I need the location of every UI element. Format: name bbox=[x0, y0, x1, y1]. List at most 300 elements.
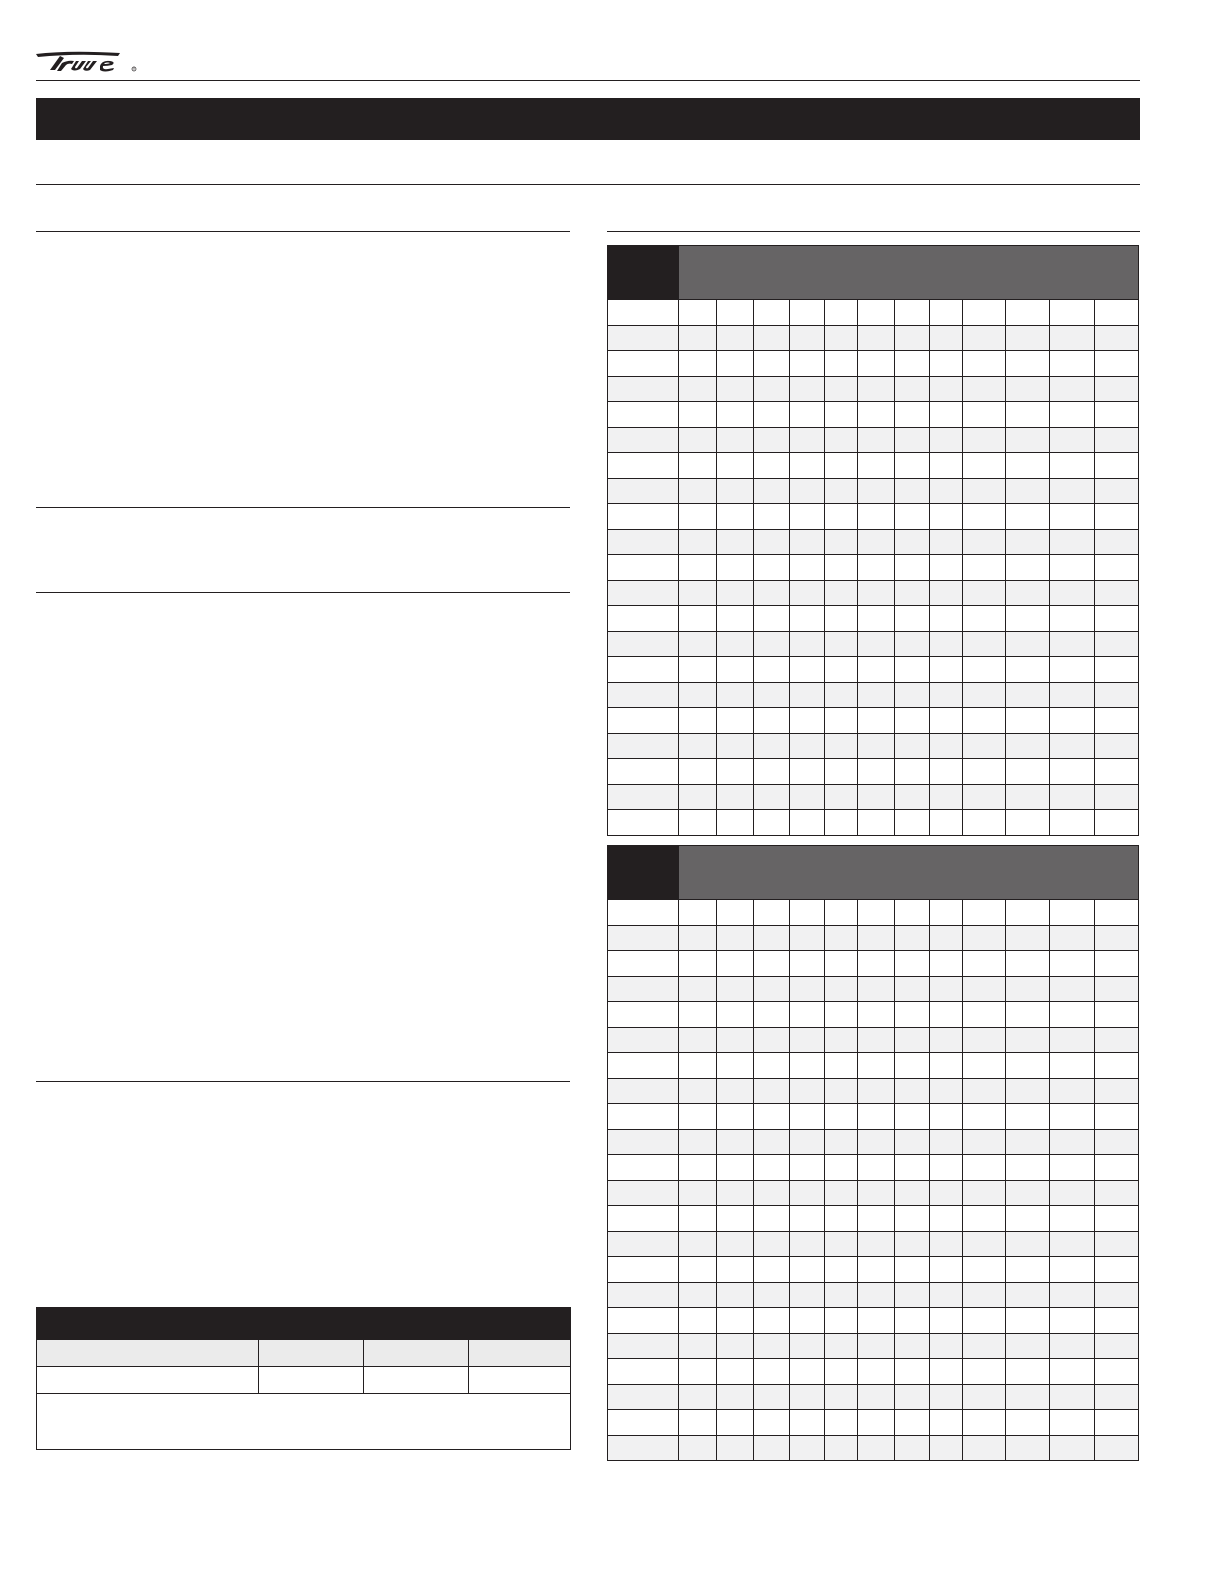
table-row bbox=[608, 657, 1139, 683]
table-cell bbox=[930, 580, 963, 606]
table-cell bbox=[825, 1257, 858, 1283]
table-cell bbox=[754, 708, 790, 734]
table-cell bbox=[930, 1231, 963, 1257]
table-cell bbox=[790, 784, 825, 810]
table-cell bbox=[790, 759, 825, 785]
table-cell bbox=[858, 682, 895, 708]
table-cell bbox=[790, 1282, 825, 1308]
table-cell bbox=[1095, 555, 1139, 581]
table-cell bbox=[858, 1308, 895, 1334]
table-cell bbox=[930, 376, 963, 402]
table-cell bbox=[717, 1027, 754, 1053]
table-cell bbox=[717, 784, 754, 810]
table-cell bbox=[1050, 976, 1095, 1002]
table-cell bbox=[717, 900, 754, 926]
table-cell bbox=[717, 976, 754, 1002]
table-cell bbox=[1006, 733, 1050, 759]
table-cell bbox=[679, 402, 717, 428]
table-cell bbox=[895, 951, 930, 977]
table-cell bbox=[963, 555, 1006, 581]
table-cell bbox=[679, 759, 717, 785]
row-label-cell bbox=[608, 925, 679, 951]
table-row bbox=[608, 529, 1139, 555]
table-cell bbox=[858, 631, 895, 657]
table-cell bbox=[825, 580, 858, 606]
table-cell bbox=[717, 1002, 754, 1028]
table-cell bbox=[679, 1053, 717, 1079]
table-cell bbox=[1050, 504, 1095, 530]
dimensions-table-header bbox=[37, 1340, 571, 1367]
table-cell bbox=[259, 1340, 364, 1367]
table-cell bbox=[790, 657, 825, 683]
table-cell bbox=[679, 1257, 717, 1283]
table-cell bbox=[963, 529, 1006, 555]
table-cell bbox=[717, 606, 754, 632]
table-cell bbox=[825, 427, 858, 453]
table-cell bbox=[825, 810, 858, 836]
row-label-cell bbox=[608, 1308, 679, 1334]
dimensions-table-note bbox=[37, 1394, 571, 1450]
table-cell bbox=[1050, 1104, 1095, 1130]
table-cell bbox=[825, 1435, 858, 1461]
table-cell bbox=[930, 1104, 963, 1130]
table-cell bbox=[1095, 529, 1139, 555]
table-cell bbox=[858, 351, 895, 377]
table-cell bbox=[754, 1359, 790, 1385]
table-cell bbox=[825, 1333, 858, 1359]
table-cell bbox=[1050, 1027, 1095, 1053]
table-cell bbox=[679, 708, 717, 734]
table-cell bbox=[1050, 810, 1095, 836]
table-cell bbox=[1095, 402, 1139, 428]
table-cell bbox=[679, 1078, 717, 1104]
table-cell bbox=[754, 1155, 790, 1181]
table-cell bbox=[1050, 682, 1095, 708]
table-cell bbox=[717, 810, 754, 836]
table-cell bbox=[1006, 1155, 1050, 1181]
table-cell bbox=[1006, 325, 1050, 351]
table-cell bbox=[963, 1257, 1006, 1283]
table-cell bbox=[895, 784, 930, 810]
table-cell bbox=[825, 1231, 858, 1257]
table-row bbox=[608, 708, 1139, 734]
table-cell bbox=[754, 300, 790, 326]
table-row bbox=[608, 1002, 1139, 1028]
table-cell bbox=[754, 351, 790, 377]
row-label-cell bbox=[608, 1384, 679, 1410]
table-cell bbox=[895, 427, 930, 453]
table-cell bbox=[963, 1129, 1006, 1155]
table-cell bbox=[858, 1104, 895, 1130]
table-cell bbox=[790, 504, 825, 530]
table-cell bbox=[895, 529, 930, 555]
row-label-cell bbox=[608, 976, 679, 1002]
table-row bbox=[608, 1104, 1139, 1130]
table-row bbox=[608, 325, 1139, 351]
table-cell bbox=[679, 976, 717, 1002]
table-cell bbox=[963, 631, 1006, 657]
table-cell bbox=[754, 1078, 790, 1104]
table-cell bbox=[930, 925, 963, 951]
table-cell bbox=[930, 1282, 963, 1308]
table-cell bbox=[895, 1257, 930, 1283]
spec-table-title-bar bbox=[679, 246, 1139, 300]
table-cell bbox=[930, 504, 963, 530]
row-label-cell bbox=[608, 1180, 679, 1206]
table-cell bbox=[1006, 1180, 1050, 1206]
table-cell bbox=[895, 1231, 930, 1257]
table-cell bbox=[895, 300, 930, 326]
table-cell bbox=[717, 351, 754, 377]
row-label-cell bbox=[608, 300, 679, 326]
table-cell bbox=[825, 300, 858, 326]
spec-table-1 bbox=[607, 245, 1139, 836]
table-cell bbox=[895, 1155, 930, 1181]
table-cell bbox=[858, 733, 895, 759]
table-cell bbox=[895, 1333, 930, 1359]
table-cell bbox=[754, 810, 790, 836]
table-cell bbox=[1050, 1053, 1095, 1079]
row-label-cell bbox=[608, 708, 679, 734]
table-cell bbox=[825, 1282, 858, 1308]
table-cell bbox=[825, 1053, 858, 1079]
table-cell bbox=[717, 1257, 754, 1283]
table-cell bbox=[930, 1359, 963, 1385]
table-cell bbox=[825, 606, 858, 632]
table-cell bbox=[895, 1078, 930, 1104]
table-cell bbox=[469, 1340, 571, 1367]
table-cell bbox=[895, 580, 930, 606]
table-row bbox=[608, 606, 1139, 632]
table-cell bbox=[717, 1129, 754, 1155]
table-cell bbox=[963, 1053, 1006, 1079]
table-cell bbox=[858, 810, 895, 836]
table-cell bbox=[825, 1359, 858, 1385]
table-cell bbox=[754, 976, 790, 1002]
table-cell bbox=[963, 300, 1006, 326]
table-cell bbox=[679, 1180, 717, 1206]
table-cell bbox=[1006, 376, 1050, 402]
table-cell bbox=[717, 925, 754, 951]
table-cell bbox=[963, 759, 1006, 785]
table-cell bbox=[1050, 1078, 1095, 1104]
table-cell bbox=[895, 402, 930, 428]
table-cell bbox=[790, 1027, 825, 1053]
row-label-cell bbox=[608, 1359, 679, 1385]
table-cell bbox=[679, 1384, 717, 1410]
table-cell bbox=[1050, 1155, 1095, 1181]
row-label-cell bbox=[608, 1435, 679, 1461]
table-cell bbox=[717, 708, 754, 734]
table-cell bbox=[1050, 631, 1095, 657]
table-cell bbox=[825, 1078, 858, 1104]
table-cell bbox=[717, 1410, 754, 1436]
table-cell bbox=[858, 925, 895, 951]
table-cell bbox=[679, 1104, 717, 1130]
table-cell bbox=[679, 1435, 717, 1461]
table-cell bbox=[1050, 759, 1095, 785]
table-cell bbox=[825, 453, 858, 479]
table-cell bbox=[895, 606, 930, 632]
table-cell bbox=[790, 1002, 825, 1028]
row-label-cell bbox=[608, 733, 679, 759]
table-cell bbox=[930, 1078, 963, 1104]
table-cell bbox=[717, 951, 754, 977]
table-cell bbox=[717, 1333, 754, 1359]
table-cell bbox=[825, 631, 858, 657]
table-cell bbox=[754, 1206, 790, 1232]
table-cell bbox=[825, 1002, 858, 1028]
table-cell bbox=[930, 1206, 963, 1232]
table-cell bbox=[895, 1053, 930, 1079]
table-row bbox=[608, 1206, 1139, 1232]
table-cell bbox=[790, 1231, 825, 1257]
left-section-rule-3 bbox=[36, 592, 570, 593]
table-cell bbox=[1050, 1384, 1095, 1410]
table-cell bbox=[754, 733, 790, 759]
row-label-cell bbox=[608, 784, 679, 810]
table-cell bbox=[858, 1435, 895, 1461]
table-cell bbox=[895, 453, 930, 479]
table-cell bbox=[825, 951, 858, 977]
table-cell bbox=[895, 708, 930, 734]
table-row bbox=[608, 1257, 1139, 1283]
table-cell bbox=[1095, 1078, 1139, 1104]
table-cell bbox=[1050, 555, 1095, 581]
row-label-cell bbox=[608, 1104, 679, 1130]
table-cell bbox=[963, 682, 1006, 708]
table-cell bbox=[963, 810, 1006, 836]
table-cell bbox=[825, 325, 858, 351]
table-cell bbox=[1006, 1078, 1050, 1104]
table-cell bbox=[1095, 657, 1139, 683]
spec-table-title-bar bbox=[679, 846, 1139, 900]
table-cell bbox=[790, 427, 825, 453]
table-cell bbox=[963, 351, 1006, 377]
table-cell bbox=[930, 1435, 963, 1461]
table-row bbox=[608, 504, 1139, 530]
table-cell bbox=[930, 708, 963, 734]
registered-mark: ® bbox=[132, 67, 136, 71]
row-label-cell bbox=[608, 951, 679, 977]
row-label-cell bbox=[608, 1027, 679, 1053]
table-cell bbox=[754, 951, 790, 977]
table-cell bbox=[717, 1053, 754, 1079]
table-cell bbox=[858, 1282, 895, 1308]
table-cell bbox=[679, 580, 717, 606]
table-cell bbox=[825, 1027, 858, 1053]
table-cell bbox=[895, 925, 930, 951]
table-cell bbox=[790, 976, 825, 1002]
spec-table-2 bbox=[607, 845, 1139, 1461]
table-cell bbox=[717, 300, 754, 326]
table-cell bbox=[858, 1359, 895, 1385]
table-cell bbox=[790, 555, 825, 581]
table-cell bbox=[679, 1333, 717, 1359]
table-cell bbox=[858, 1027, 895, 1053]
table-cell bbox=[790, 810, 825, 836]
table-cell bbox=[963, 427, 1006, 453]
table-cell bbox=[1006, 1053, 1050, 1079]
table-cell bbox=[790, 682, 825, 708]
table-cell bbox=[679, 453, 717, 479]
table-cell bbox=[963, 325, 1006, 351]
row-label-cell bbox=[608, 402, 679, 428]
table-cell bbox=[1095, 1104, 1139, 1130]
table-row bbox=[608, 1231, 1139, 1257]
table-cell bbox=[858, 504, 895, 530]
table-cell bbox=[790, 900, 825, 926]
table-row bbox=[608, 1359, 1139, 1385]
table-cell bbox=[1006, 1282, 1050, 1308]
table-cell bbox=[1006, 529, 1050, 555]
table-cell bbox=[717, 1206, 754, 1232]
table-row bbox=[608, 1053, 1139, 1079]
row-label-cell bbox=[608, 657, 679, 683]
table-cell bbox=[1050, 1129, 1095, 1155]
table-cell bbox=[930, 733, 963, 759]
table-cell bbox=[679, 1282, 717, 1308]
table-cell bbox=[930, 900, 963, 926]
table-cell bbox=[963, 925, 1006, 951]
table-cell bbox=[790, 453, 825, 479]
table-row bbox=[608, 300, 1139, 326]
table-cell bbox=[1050, 580, 1095, 606]
table-cell bbox=[790, 733, 825, 759]
table-cell bbox=[963, 1308, 1006, 1334]
table-cell bbox=[1050, 1359, 1095, 1385]
table-cell bbox=[717, 1435, 754, 1461]
table-cell bbox=[895, 376, 930, 402]
table-cell bbox=[930, 325, 963, 351]
spec-table-header bbox=[608, 246, 1139, 300]
table-cell bbox=[1095, 759, 1139, 785]
table-cell bbox=[1006, 1435, 1050, 1461]
table-cell bbox=[679, 1359, 717, 1385]
table-row bbox=[608, 402, 1139, 428]
table-cell bbox=[1050, 1435, 1095, 1461]
table-cell bbox=[1006, 1257, 1050, 1283]
table-cell bbox=[1050, 708, 1095, 734]
table-cell bbox=[754, 529, 790, 555]
table-row bbox=[608, 1308, 1139, 1334]
row-label-cell bbox=[608, 504, 679, 530]
table-cell bbox=[895, 1129, 930, 1155]
right-section-rule bbox=[607, 231, 1140, 232]
table-row bbox=[608, 759, 1139, 785]
table-row bbox=[608, 1384, 1139, 1410]
table-cell bbox=[679, 1206, 717, 1232]
table-cell bbox=[1050, 1308, 1095, 1334]
table-cell bbox=[717, 1155, 754, 1181]
table-cell bbox=[1050, 657, 1095, 683]
table-cell bbox=[790, 1078, 825, 1104]
table-cell bbox=[679, 1002, 717, 1028]
table-cell bbox=[754, 1410, 790, 1436]
table-cell bbox=[1095, 1384, 1139, 1410]
table-cell bbox=[930, 1410, 963, 1436]
table-cell bbox=[790, 325, 825, 351]
table-cell bbox=[790, 351, 825, 377]
table-cell bbox=[1050, 529, 1095, 555]
table-cell bbox=[790, 1410, 825, 1436]
table-row bbox=[608, 580, 1139, 606]
table-row bbox=[608, 555, 1139, 581]
table-cell bbox=[1050, 784, 1095, 810]
table-cell bbox=[963, 976, 1006, 1002]
table-cell bbox=[1095, 1333, 1139, 1359]
table-cell bbox=[679, 1155, 717, 1181]
table-cell bbox=[930, 631, 963, 657]
table-cell bbox=[1095, 733, 1139, 759]
table-cell bbox=[930, 1384, 963, 1410]
table-cell bbox=[858, 376, 895, 402]
table-cell bbox=[754, 1231, 790, 1257]
table-cell bbox=[1006, 810, 1050, 836]
table-row bbox=[608, 784, 1139, 810]
table-cell bbox=[717, 1078, 754, 1104]
row-label-cell bbox=[608, 478, 679, 504]
table-cell bbox=[1006, 784, 1050, 810]
table-cell bbox=[963, 1155, 1006, 1181]
table-cell bbox=[790, 1129, 825, 1155]
row-label-cell bbox=[608, 555, 679, 581]
table-cell bbox=[717, 376, 754, 402]
table-cell bbox=[930, 1053, 963, 1079]
table-cell bbox=[858, 900, 895, 926]
table-cell bbox=[679, 1308, 717, 1334]
table-cell bbox=[1095, 682, 1139, 708]
table-cell bbox=[895, 900, 930, 926]
table-cell bbox=[858, 1257, 895, 1283]
table-cell bbox=[1095, 453, 1139, 479]
table-cell bbox=[364, 1367, 469, 1394]
table-cell bbox=[930, 1155, 963, 1181]
table-cell bbox=[1006, 976, 1050, 1002]
table-cell bbox=[1050, 478, 1095, 504]
table-cell bbox=[754, 478, 790, 504]
table-cell bbox=[717, 1180, 754, 1206]
table-cell bbox=[717, 759, 754, 785]
table-cell bbox=[963, 951, 1006, 977]
table-cell bbox=[930, 453, 963, 479]
table-cell bbox=[963, 606, 1006, 632]
table-cell bbox=[930, 657, 963, 683]
table-cell bbox=[717, 1308, 754, 1334]
table-cell bbox=[825, 784, 858, 810]
table-cell bbox=[858, 976, 895, 1002]
table-cell bbox=[1095, 925, 1139, 951]
table-cell bbox=[825, 733, 858, 759]
table-cell bbox=[930, 1257, 963, 1283]
table-cell bbox=[963, 1410, 1006, 1436]
table-cell bbox=[1050, 925, 1095, 951]
table-cell bbox=[1006, 631, 1050, 657]
row-label-cell bbox=[608, 1231, 679, 1257]
table-cell bbox=[963, 504, 1006, 530]
table-cell bbox=[1006, 1333, 1050, 1359]
table-cell bbox=[717, 427, 754, 453]
table-cell bbox=[930, 1002, 963, 1028]
table-cell bbox=[1095, 1206, 1139, 1232]
table-cell bbox=[825, 376, 858, 402]
row-label-cell bbox=[608, 606, 679, 632]
table-cell bbox=[895, 759, 930, 785]
table-cell bbox=[1006, 504, 1050, 530]
table-cell bbox=[895, 631, 930, 657]
table-cell bbox=[858, 1129, 895, 1155]
table-cell bbox=[679, 606, 717, 632]
